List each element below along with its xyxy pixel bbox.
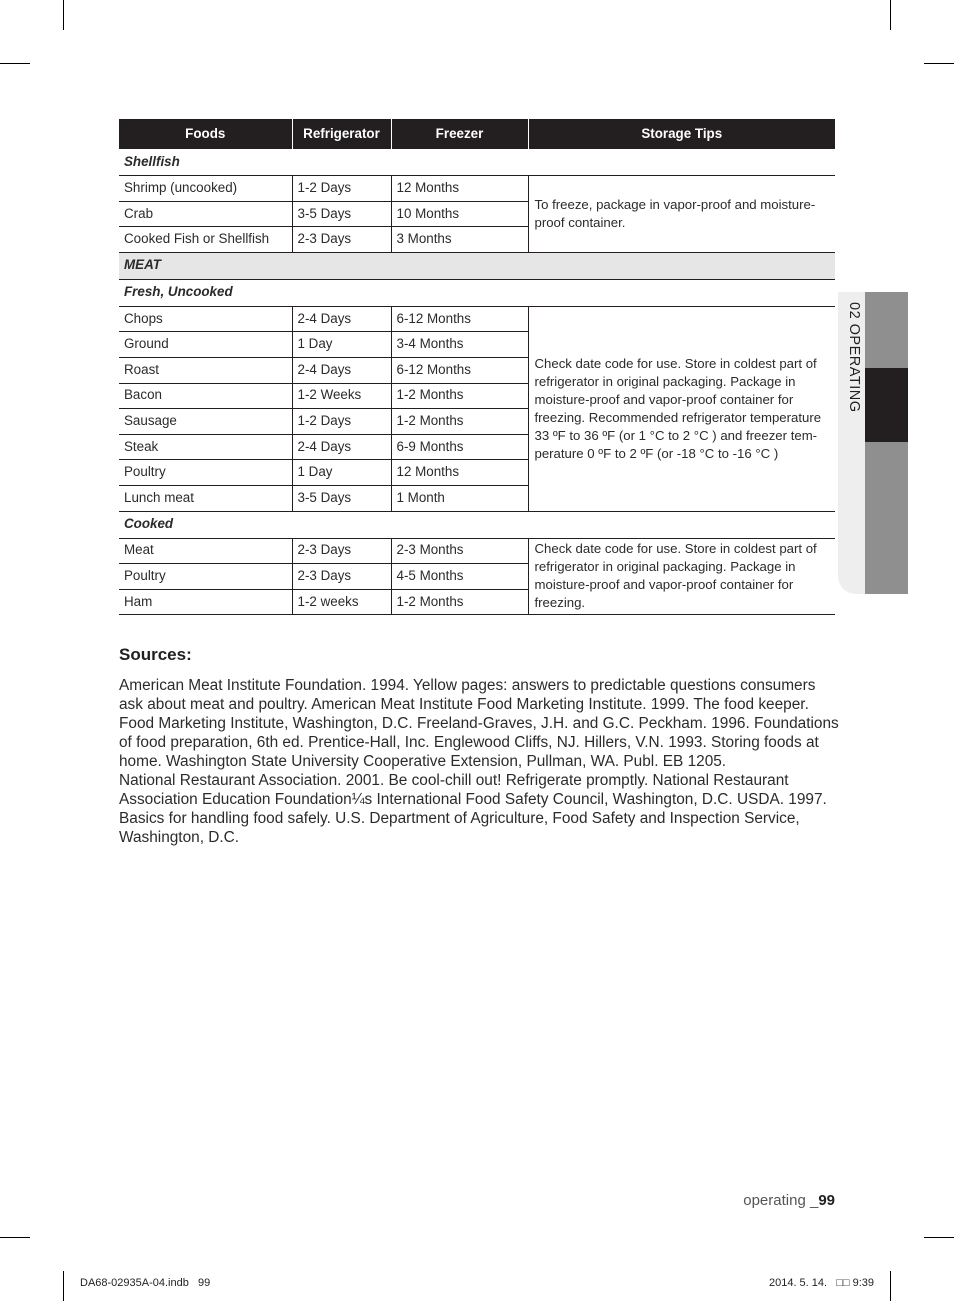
crop-mark <box>890 1271 891 1301</box>
file-slug: DA68-02935A-04.indb 99 <box>80 1277 211 1289</box>
crop-mark <box>0 63 30 64</box>
tab-block <box>865 442 908 594</box>
refrigerator-cell: 1 Day <box>292 332 391 358</box>
table-row <box>119 306 835 332</box>
crop-mark <box>924 1237 954 1238</box>
sources-text <box>119 676 839 847</box>
storage-tip-shellfish: To freeze, package in vapor-proof and moisture-proof container. <box>528 176 835 253</box>
food-cell: Chops <box>119 306 292 332</box>
freezer-cell: 1-2 Months <box>391 589 528 615</box>
refrigerator-cell: 2-4 Days <box>292 357 391 383</box>
freezer-cell: 2-3 Months <box>391 538 528 564</box>
freezer-cell: 1-2 Months <box>391 383 528 409</box>
section-meat: MEAT <box>119 252 835 279</box>
freezer-cell: 4-5 Months <box>391 564 528 590</box>
freezer-cell: 6-12 Months <box>391 306 528 332</box>
food-cell: Poultry <box>119 460 292 486</box>
freezer-cell: 1-2 Months <box>391 409 528 435</box>
freezer-cell: 10 Months <box>391 201 528 227</box>
refrigerator-cell: 3-5 Days <box>292 485 391 511</box>
food-cell: Steak <box>119 434 292 460</box>
crop-mark <box>63 0 64 30</box>
table-row <box>119 176 835 202</box>
section-cooked: Cooked <box>119 511 835 538</box>
refrigerator-cell: 2-3 Days <box>292 227 391 253</box>
food-storage-table <box>119 119 835 615</box>
section-row <box>119 511 835 538</box>
freezer-cell: 12 Months <box>391 460 528 486</box>
section-row <box>119 252 835 279</box>
table-header-row <box>119 119 835 149</box>
section-shellfish: Shellfish <box>119 149 835 176</box>
tab-block <box>865 292 908 368</box>
freezer-cell: 6-12 Months <box>391 357 528 383</box>
sources-paragraph: American Meat Institute Foundation. 1994. Yellow pages: answers to predictable questions consumers ask about meat and poultry. American Meat Institute Food Marketing Institute. 1999. The food keeper. Food Marketing Institute, Washington, D.C. Freeland-Graves, J.H. and G.C. Peckham. 1996. Foundations of food preparation, 6th ed. Prentice-Hall, Inc. Englewood Cliffs, NJ. Hillers, V.N. 1993. Storing foods at home. Washington State University Cooperative Extension, Pullman, WA. Publ. EB 1205. <box>119 677 839 770</box>
footer-section: operating _ <box>743 1192 819 1209</box>
refrigerator-cell: 1-2 Weeks <box>292 383 391 409</box>
food-cell: Bacon <box>119 383 292 409</box>
freezer-cell: 12 Months <box>391 176 528 202</box>
page-number: 99 <box>818 1192 835 1209</box>
section-row <box>119 149 835 176</box>
freezer-cell: 6-9 Months <box>391 434 528 460</box>
refrigerator-cell: 2-3 Days <box>292 538 391 564</box>
food-cell: Crab <box>119 201 292 227</box>
food-cell: Sausage <box>119 409 292 435</box>
crop-mark <box>890 0 891 30</box>
refrigerator-cell: 1-2 weeks <box>292 589 391 615</box>
header-freezer: Freezer <box>391 119 528 149</box>
refrigerator-cell: 1-2 Days <box>292 409 391 435</box>
refrigerator-cell: 2-4 Days <box>292 434 391 460</box>
section-fresh-uncooked: Fresh, Uncooked <box>119 279 835 306</box>
food-cell: Meat <box>119 538 292 564</box>
food-cell: Cooked Fish or Shellfish <box>119 227 292 253</box>
freezer-cell: 1 Month <box>391 485 528 511</box>
refrigerator-cell: 2-3 Days <box>292 564 391 590</box>
header-refrigerator: Refrigerator <box>292 119 391 149</box>
date-slug: 2014. 5. 14. □□ 9:39 <box>768 1277 874 1289</box>
food-cell: Ham <box>119 589 292 615</box>
freezer-cell: 3 Months <box>391 227 528 253</box>
chapter-label: 02 OPERATING <box>846 302 862 413</box>
sources-paragraph: National Restaurant Association. 2001. Be cool-chill out! Refrigerate promptly. National Restaurant Association Education Foundation¼s International Food Safety Council, Washington, D.C. USDA. 1997. Basics for handling food safely. U.S. Department of Agriculture, Food Safety and Inspection Service, Washington, D.C. <box>119 772 827 846</box>
header-storage-tips: Storage Tips <box>528 119 835 149</box>
refrigerator-cell: 1 Day <box>292 460 391 486</box>
chapter-side-tab <box>838 292 908 594</box>
freezer-cell: 3-4 Months <box>391 332 528 358</box>
storage-tip-cooked: Check date code for use. Store in coldest part of refrigerator in original packaging. Package in moisture-proof and vapor-proof container for freezing. <box>528 538 835 615</box>
food-cell: Lunch meat <box>119 485 292 511</box>
crop-mark <box>0 1237 30 1238</box>
table-row <box>119 538 835 564</box>
refrigerator-cell: 3-5 Days <box>292 201 391 227</box>
food-cell: Ground <box>119 332 292 358</box>
tab-block-active <box>865 368 908 442</box>
header-foods: Foods <box>119 119 292 149</box>
refrigerator-cell: 2-4 Days <box>292 306 391 332</box>
sources-heading: Sources: <box>119 645 192 664</box>
food-cell: Shrimp (uncooked) <box>119 176 292 202</box>
refrigerator-cell: 1-2 Days <box>292 176 391 202</box>
crop-mark <box>63 1271 64 1301</box>
page-footer <box>743 1192 835 1209</box>
crop-mark <box>924 63 954 64</box>
food-cell: Roast <box>119 357 292 383</box>
storage-tip-fresh: Check date code for use. Store in coldest part of refrigerator in original packaging. Package in moisture-proof and vapor-proof container for freezing. Recommended refrigerator temperature 33 ºF to 36 ºF (or 1 °C to 2 °C ) and freezer tem-perature 0 ºF to 2 ºF (or -18 °C to -16 °C ) <box>528 306 835 511</box>
section-row <box>119 279 835 306</box>
food-cell: Poultry <box>119 564 292 590</box>
